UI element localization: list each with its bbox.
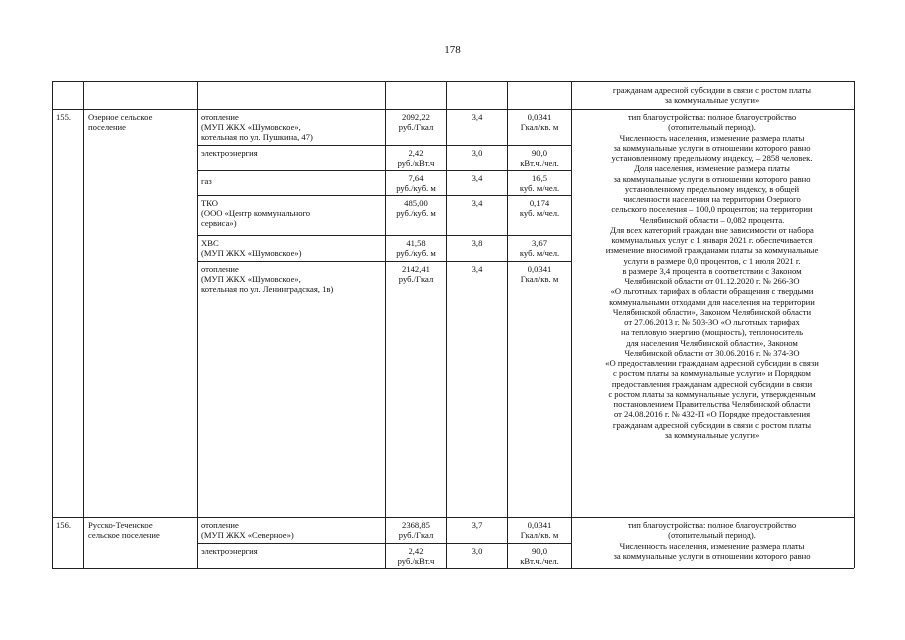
note-line: предоставления гражданам адресной субсидии в связи: [611, 378, 813, 389]
note-line: гражданам адресной субсидии в связи с ростом платы: [612, 85, 812, 95]
service-name: [201, 112, 313, 143]
note-line: постановлением Правительства Челябинской области: [613, 399, 811, 409]
note-line: численности населения на территории Озерного: [623, 194, 801, 204]
tariff-unit: руб./Гкал: [398, 274, 434, 285]
norm: [508, 148, 571, 168]
service-name: [201, 176, 212, 186]
tariff-value: 2,42: [408, 546, 424, 556]
note-line: в размере 3,4 процента в соответствии с Законом: [622, 265, 802, 276]
norm: [508, 264, 571, 284]
tariff: [386, 173, 446, 193]
note-line: Челябинской области», Законом Челябинской области: [612, 306, 812, 317]
tariff-value: 2368,85: [402, 520, 430, 530]
norm-value: 3,67: [531, 238, 548, 248]
tariff-value: 7,64: [408, 173, 424, 183]
service-line: (МУП ЖКХ «Северное»): [201, 530, 294, 541]
norm-value: 90,0: [531, 148, 548, 158]
note-line: «О предоставлении гражданам адресной субсидии в связи: [605, 358, 819, 368]
percent: 3,4: [471, 173, 483, 183]
note-line: коммунальных услуг с 1 января 2021 г. обеспечивается: [611, 235, 813, 245]
tariff-value: 41,58: [406, 238, 426, 248]
service-line: (МУП ЖКХ «Шумовское»): [201, 248, 302, 259]
norm-unit: Гкал/кв. м: [520, 530, 559, 541]
service-name: [201, 238, 302, 258]
norm-unit: куб. м/чел.: [519, 208, 560, 219]
row-number: 155.: [56, 112, 72, 122]
page-number: 178: [444, 44, 461, 56]
tariff: [386, 264, 446, 284]
percent: 3,0: [471, 546, 483, 556]
service-line: отопление: [201, 520, 239, 530]
note-line: от 27.06.2013 г. № 503-ЗО «О льготных тарифах: [624, 317, 800, 327]
note-line: сельского поселения – 100,0 процентов; на территории: [611, 204, 813, 215]
service-line: (ООО «Центр коммунального: [201, 208, 311, 219]
norm-unit: куб. м/чел.: [519, 183, 560, 194]
norm-value: 0,0341: [527, 112, 552, 122]
service-line: (МУП ЖКХ «Шумовское»,: [201, 274, 301, 285]
tariff-unit: руб./куб. м: [396, 208, 436, 219]
service-line: электроэнергия: [201, 546, 258, 556]
norm: [508, 198, 571, 218]
note-line: изменение вносимой гражданами платы за коммунальные: [605, 245, 819, 256]
service-line: котельная по ул. Ленинградская, 1в): [201, 284, 334, 295]
note-line: «О льготных тарифах в области обращения с твердыми: [610, 286, 814, 297]
norm: [508, 238, 571, 258]
percent: 3,7: [471, 520, 483, 530]
top-note: [571, 85, 853, 106]
service-name: [201, 264, 333, 295]
note-line: Доля населения, изменение размера платы: [634, 163, 790, 174]
percent: 3,4: [471, 198, 483, 208]
service-name: [201, 520, 294, 540]
service-line: ТКО: [201, 198, 218, 208]
service-line: электроэнергия: [201, 148, 258, 158]
percent: 3,8: [471, 238, 483, 248]
tariff: [386, 112, 446, 132]
tariff: [386, 198, 446, 218]
settlement-name: [88, 112, 152, 132]
settlement-name-line: поселение: [88, 122, 126, 133]
row-note: [571, 112, 853, 440]
norm-unit: Гкал/кв. м: [520, 122, 559, 133]
tariff: [386, 546, 446, 566]
note-line: (отопительный период).: [668, 122, 756, 133]
settlement-name: [88, 520, 160, 540]
tariff-unit: руб./Гкал: [398, 530, 434, 541]
norm-value: 0,174: [529, 198, 550, 208]
service-line: ХВС: [201, 238, 219, 248]
tariff-unit: руб./куб. м: [396, 183, 436, 194]
tariff-value: 2142,41: [402, 264, 430, 274]
note-line: Челябинской области – 0,082 процента.: [639, 214, 785, 225]
note-line: тип благоустройства: полное благоустройство: [627, 112, 797, 122]
note-line: за коммунальные услуги в отношении которого равно: [613, 142, 811, 153]
note-line: за коммунальные услуги в отношении которого равно: [613, 173, 811, 184]
tariff-unit: руб./Гкал: [398, 122, 434, 133]
service-line: отопление: [201, 112, 239, 122]
note-line: за коммунальные услуги»: [664, 95, 760, 106]
note-line: (отопительный период).: [668, 530, 756, 541]
note-line: Челябинской области от 30.06.2016 г. № 374-ЗО: [624, 347, 800, 358]
service-name: [201, 546, 258, 556]
note-line: за коммунальные услуги»: [664, 429, 760, 440]
service-name: [201, 198, 310, 229]
service-line: газ: [201, 176, 212, 186]
settlement-name-line: Озерное сельское: [88, 112, 153, 122]
note-line: установленному предельному индексу, в общей: [624, 183, 800, 194]
norm-value: 0,0341: [527, 264, 552, 274]
note-line: с ростом платы за коммунальные услуги, утвержденным: [608, 388, 816, 399]
service-line: отопление: [201, 264, 239, 274]
note-line: для населения Челябинской области», Законом: [626, 337, 798, 348]
tariff-unit: руб./кВт.ч: [397, 158, 435, 169]
norm-unit: Гкал/кв. м: [520, 274, 559, 285]
note-line: Численность населения, изменение размера платы: [619, 132, 805, 143]
norm: [508, 173, 571, 193]
note-line: на тепловую энергию (мощность), теплоноситель: [620, 327, 804, 338]
norm-unit: кВт.ч./чел.: [520, 556, 559, 567]
note-line: Численность населения, изменение размера платы: [619, 540, 805, 551]
service-line: сервиса»): [201, 218, 237, 229]
tariff-value: 2092,22: [402, 112, 430, 122]
settlement-name-line: сельское поселение: [88, 530, 160, 541]
norm-unit: куб. м/чел.: [519, 248, 560, 259]
note-line: за коммунальные услуги в отношении которого равно: [613, 550, 811, 561]
tariff: [386, 520, 446, 540]
percent: 3,4: [471, 264, 483, 274]
tariff-value: 2,42: [408, 148, 424, 158]
norm-value: 16,5: [531, 173, 548, 183]
settlement-name-line: Русско-Теченское: [88, 520, 153, 530]
norm-value: 90,0: [531, 546, 548, 556]
norm-unit: кВт.ч./чел.: [520, 158, 559, 169]
row-note: [571, 520, 853, 561]
note-line: от 24.08.2016 г. № 432-П «О Порядке предоставления: [613, 409, 811, 420]
note-line: с ростом платы за коммунальные услуги» и Порядком: [613, 368, 811, 379]
note-line: установленному предельному индексу, – 2858 человек.: [611, 153, 813, 163]
tariff-unit: руб./куб. м: [396, 248, 436, 259]
note-line: гражданам адресной субсидии в связи с ростом платы: [612, 419, 812, 430]
norm: [508, 112, 571, 132]
tariff: [386, 148, 446, 168]
note-line: Челябинской области от 01.12.2020 г. № 266-ЗО: [624, 276, 800, 286]
service-line: (МУП ЖКХ «Шумовское»,: [201, 122, 301, 133]
tariff: [386, 238, 446, 258]
service-name: [201, 148, 258, 158]
norm: [508, 546, 571, 566]
note-line: Для всех категорий граждан вне зависимости от набора: [610, 224, 814, 235]
note-line: коммунальными отходами для населения на территории: [609, 296, 815, 307]
row-number: 156.: [56, 520, 72, 530]
percent: 3,4: [471, 112, 483, 122]
tariff-unit: руб./кВт.ч: [397, 556, 435, 567]
note-line: тип благоустройства: полное благоустройство: [627, 520, 797, 530]
service-line: котельная по ул. Пушкина, 47): [201, 132, 313, 143]
norm: [508, 520, 571, 540]
note-line: услуги в размере 0,0 процентов, с 1 июля 2021 г.: [623, 255, 801, 266]
norm-value: 0,0341: [527, 520, 552, 530]
percent: 3,0: [471, 148, 483, 158]
tariff-value: 485,00: [404, 198, 428, 208]
